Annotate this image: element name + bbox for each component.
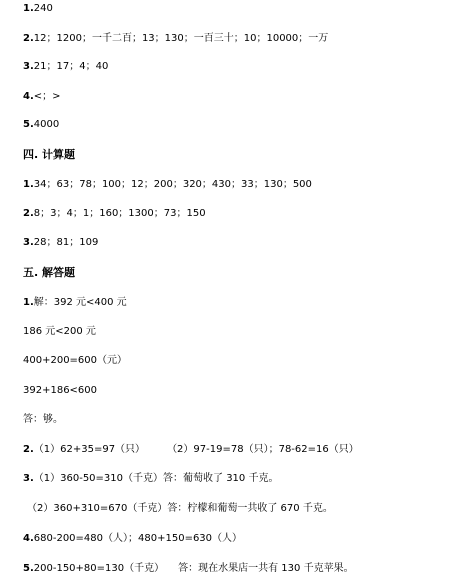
item-number: 3.	[23, 237, 34, 248]
problem-3-line-2: （2）360+310=670（千克）答：柠檬和葡萄一共收了 670 千克。	[27, 503, 333, 514]
item-number: 2.	[23, 444, 34, 455]
answer-line-3	[23, 60, 108, 74]
answer-text: 8；3；4；1；160；1300；73；150	[33, 208, 206, 219]
answer-text: 4000	[33, 119, 60, 130]
item-number: 2.	[23, 33, 34, 44]
section-heading-calculation: 四. 计算题	[23, 148, 76, 161]
item-number: 3.	[23, 473, 34, 484]
answer-text: 28；81；109	[33, 237, 99, 248]
problem-3-line-1	[23, 472, 278, 486]
answer-line-1	[23, 2, 53, 16]
answer-text: 答：现在水果店一共有 130 千克苹果。	[178, 563, 354, 574]
section-heading-word-problems: 五. 解答题	[23, 266, 76, 279]
problem-1-line-3: 400+200=600（元）	[23, 355, 128, 366]
problem-1-line-5: 答：够。	[23, 414, 63, 425]
item-number: 5.	[23, 563, 34, 574]
item-number: 4.	[23, 533, 34, 544]
answer-line-4	[23, 90, 61, 104]
answer-text: 解：392 元<400 元	[33, 297, 127, 308]
answer-text: <；>	[33, 91, 61, 102]
item-number: 1.	[23, 179, 34, 190]
problem-1-line-1	[23, 296, 127, 310]
problem-4-line	[23, 532, 242, 546]
answer-text: （1）360-50=310（千克）答：葡萄收了 310 千克。	[33, 473, 279, 484]
answer-text: 34；63；78；100；12；200；320；430；33；130；500	[33, 179, 312, 190]
problem-1-line-2: 186 元<200 元	[23, 326, 96, 337]
answer-text: 680-200=480（人）；480+150=630（人）	[33, 533, 243, 544]
answer-line-2	[23, 32, 328, 46]
answer-text: 21；17；4；40	[33, 61, 109, 72]
answer-text: 12；1200；一千二百；13；130；一百三十；10；10000；一万	[33, 33, 329, 44]
answer-text: 200-150+80=130（千克）	[33, 563, 165, 574]
answer-line-5	[23, 118, 59, 132]
item-number: 4.	[23, 91, 34, 102]
answer-text: （1）62+35=97（只）	[33, 444, 146, 455]
answer-text: 240	[33, 3, 53, 14]
item-number: 3.	[23, 61, 34, 72]
problem-1-line-4: 392+186<600	[23, 385, 98, 396]
calc-line-1	[23, 178, 312, 192]
problem-5-line	[23, 562, 354, 576]
calc-line-3	[23, 236, 98, 250]
item-number: 1.	[23, 297, 34, 308]
calc-line-2	[23, 207, 206, 221]
item-number: 2.	[23, 208, 34, 219]
item-number: 5.	[23, 119, 34, 130]
item-number: 1.	[23, 3, 34, 14]
problem-2-line	[23, 443, 359, 457]
answer-text: （2）97-19=78（只）；78-62=16（只）	[167, 444, 359, 455]
